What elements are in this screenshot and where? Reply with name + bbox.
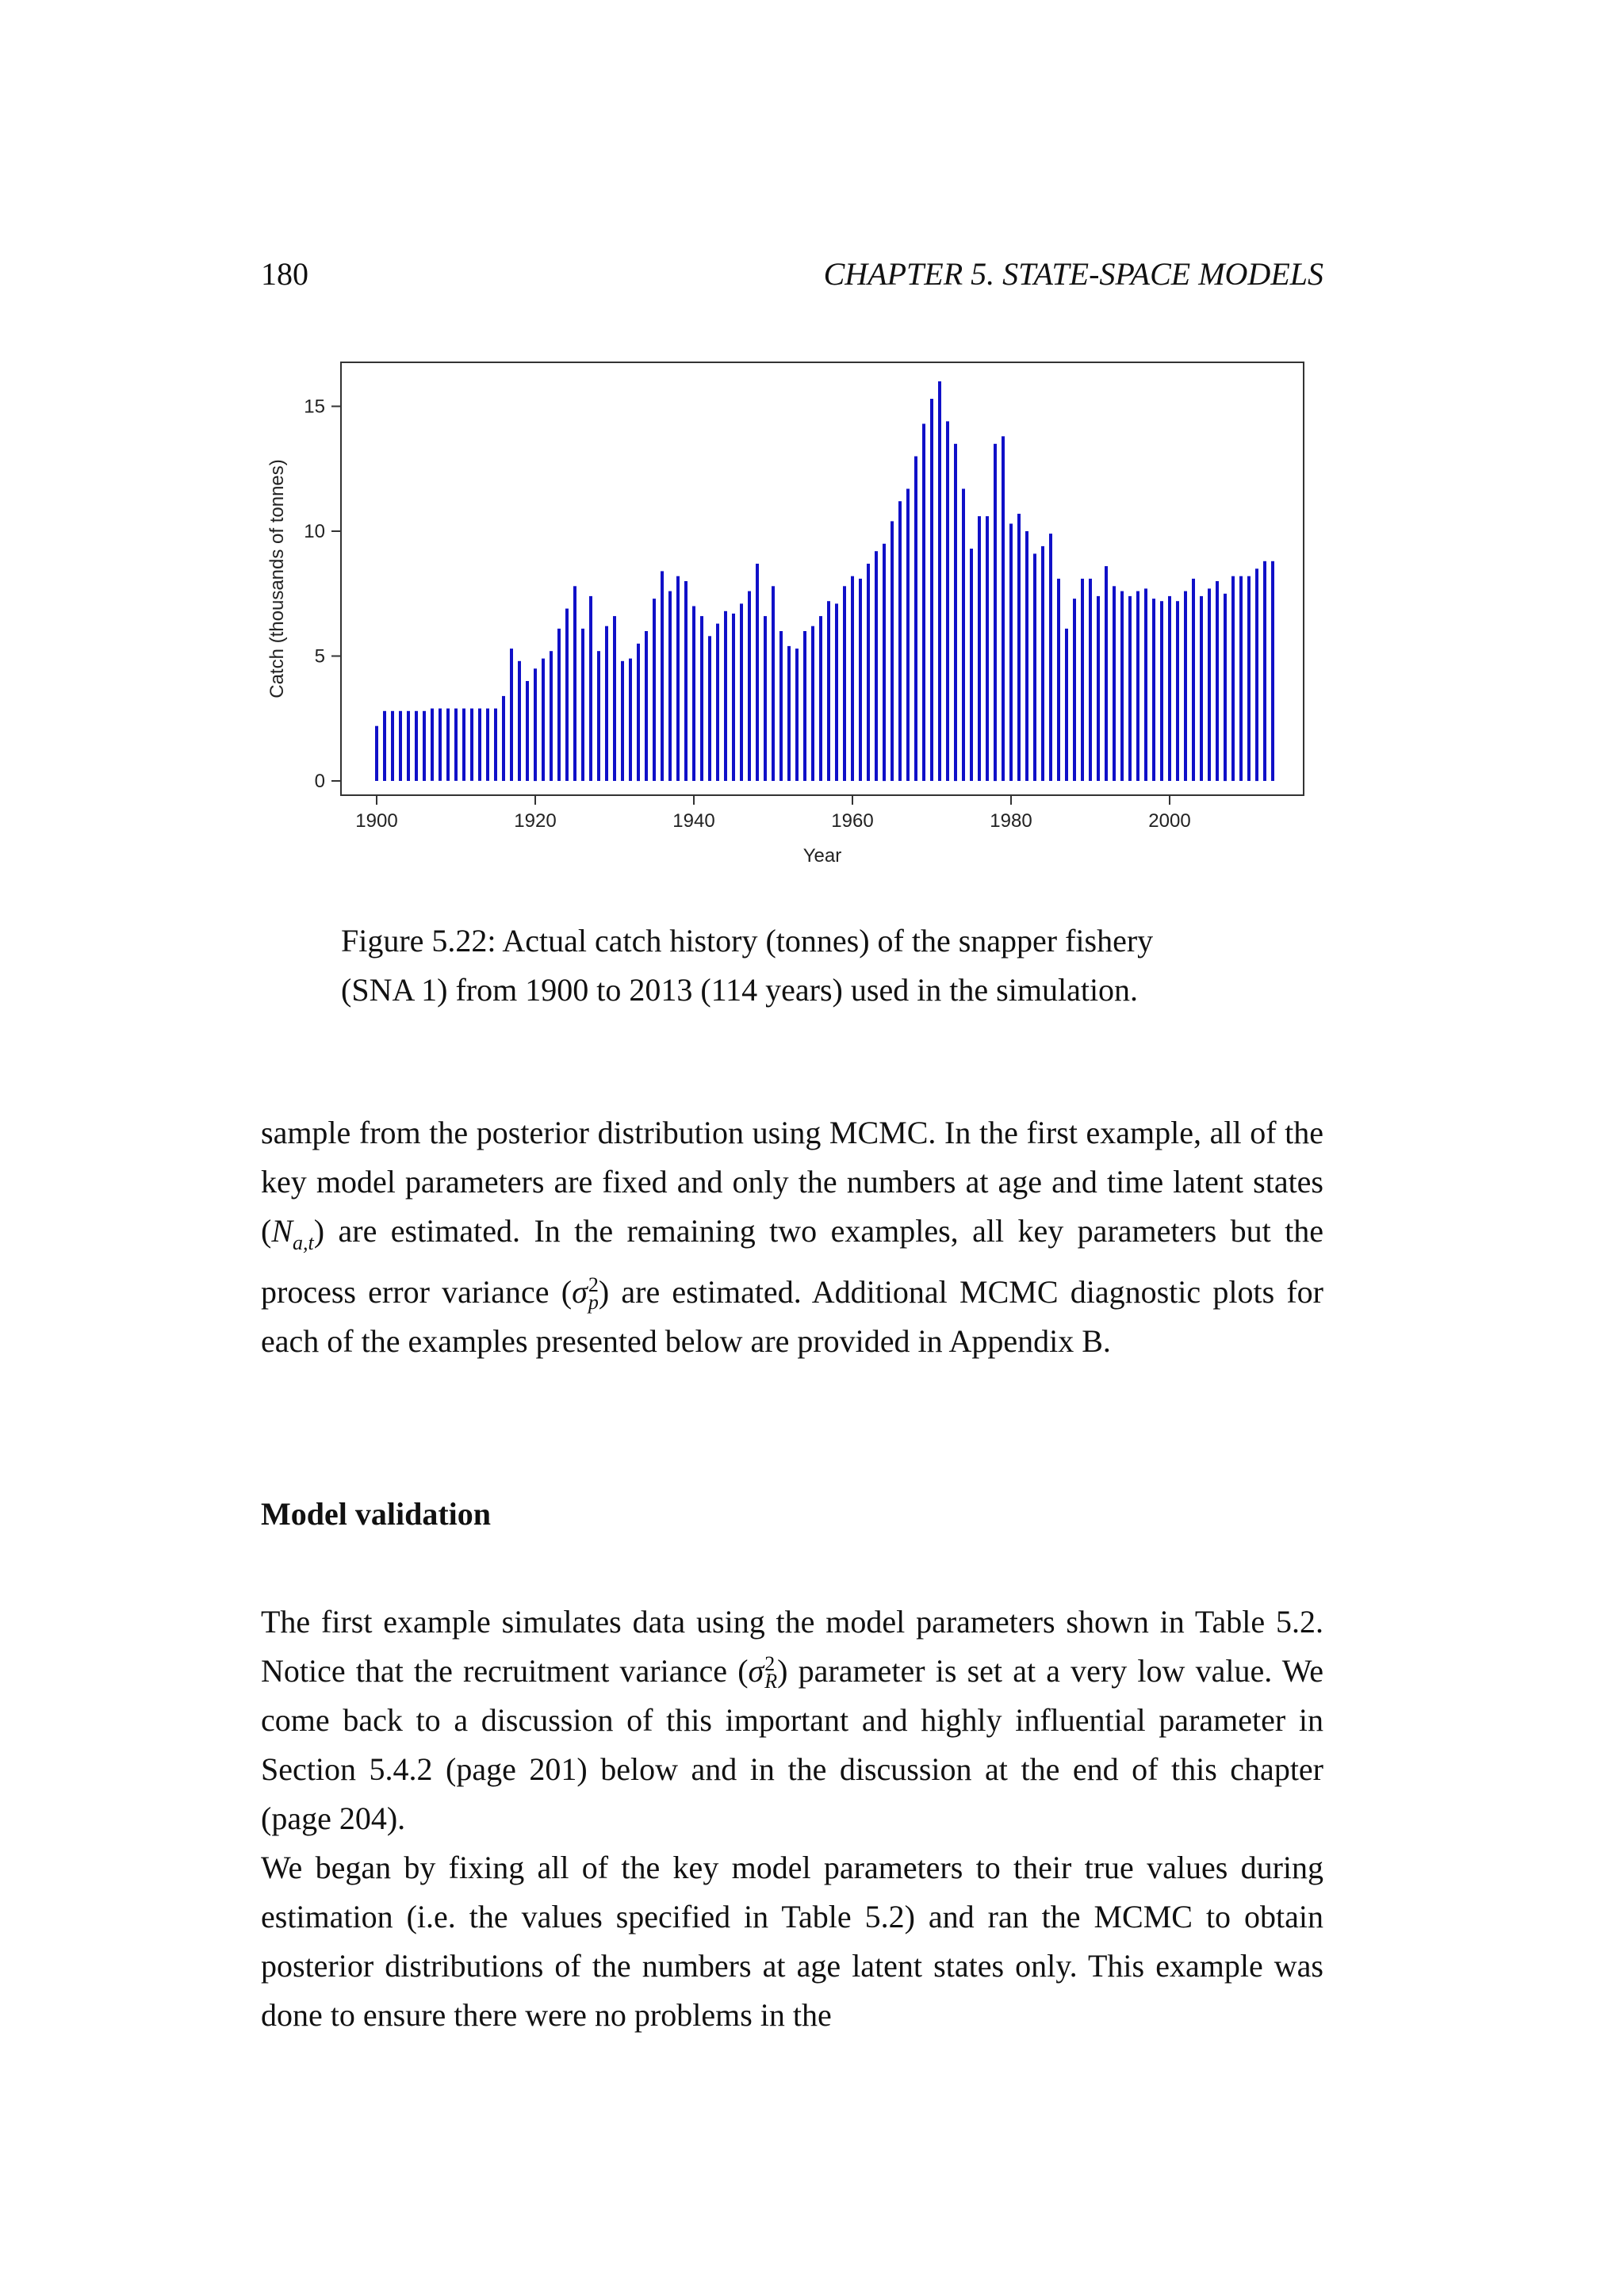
y-tick-label-10: 10 — [304, 521, 325, 542]
bar-1909 — [446, 709, 450, 781]
y-tick-label-5: 5 — [314, 645, 325, 668]
bar-1985 — [1049, 534, 1052, 781]
bar-1923 — [557, 629, 561, 781]
bar-1921 — [542, 659, 545, 781]
paragraph-posterior-sampling — [261, 1108, 1323, 1366]
bar-1955 — [811, 626, 814, 781]
bar-1973 — [954, 444, 957, 781]
bar-1913 — [478, 709, 481, 781]
bar-1951 — [779, 631, 783, 781]
bar-1990 — [1089, 579, 1092, 781]
bar-1945 — [732, 614, 735, 781]
bar-1974 — [962, 489, 965, 782]
bar-1925 — [573, 586, 576, 781]
bar-1919 — [526, 681, 529, 781]
catch-history-chart — [238, 349, 1332, 888]
bar-1983 — [1033, 553, 1036, 781]
bar-1924 — [565, 609, 569, 781]
bar-1918 — [518, 661, 521, 781]
x-tick-label-1980: 1980 — [990, 810, 1032, 832]
bar-2013 — [1271, 561, 1274, 781]
bar-1928 — [597, 651, 600, 781]
bar-1965 — [891, 521, 894, 781]
caption-line-2: (SNA 1) from 1900 to 2013 (114 years) used in the simulation. — [341, 972, 1139, 1008]
bar-1902 — [391, 711, 394, 781]
bar-1911 — [462, 709, 465, 781]
bar-1934 — [645, 631, 648, 781]
bar-1976 — [978, 516, 981, 781]
bar-1926 — [581, 629, 584, 781]
bar-1937 — [668, 591, 672, 781]
sigma-r-symbol: σ — [748, 1653, 764, 1689]
bar-1968 — [914, 457, 917, 782]
bar-1933 — [637, 644, 640, 781]
bar-1912 — [470, 709, 473, 781]
bar-1960 — [851, 576, 854, 781]
bar-1987 — [1065, 629, 1068, 781]
bar-1966 — [898, 501, 902, 781]
section-heading: Model validation — [261, 1496, 492, 1532]
bar-1946 — [740, 603, 743, 781]
bar-2006 — [1216, 581, 1219, 781]
bar-2009 — [1239, 576, 1243, 781]
bar-1935 — [653, 599, 656, 781]
bar-1980 — [1009, 524, 1013, 782]
bar-1979 — [1002, 436, 1005, 781]
bar-1972 — [946, 421, 949, 781]
bar-1922 — [550, 651, 553, 781]
bar-1939 — [684, 581, 688, 781]
x-tick-label-1900: 1900 — [355, 810, 398, 832]
bar-1900 — [375, 726, 378, 781]
bar-2011 — [1255, 568, 1258, 781]
bar-1908 — [439, 709, 442, 781]
bar-1961 — [859, 579, 862, 781]
bar-1901 — [383, 711, 386, 781]
bar-1903 — [399, 711, 402, 781]
bar-1929 — [605, 626, 608, 781]
sigma-p-scripts — [588, 1273, 599, 1314]
bar-1978 — [994, 444, 997, 781]
bar-2000 — [1168, 596, 1171, 781]
bar-2007 — [1224, 594, 1227, 781]
n-at-subscript: a,t — [293, 1231, 314, 1254]
bar-1949 — [764, 616, 767, 781]
bar-1962 — [867, 564, 870, 781]
paragraph2-text-a: The first example simulates data using the model parameters shown in Table 5.2. Notice that the recruitment variance ( — [261, 1604, 1323, 1689]
bar-1999 — [1160, 601, 1163, 781]
sigma-r-superscript: 2 — [764, 1652, 776, 1675]
sigma-p-subscript: p — [588, 1291, 599, 1314]
bar-1969 — [922, 424, 925, 782]
bar-1959 — [843, 586, 846, 781]
bar-1958 — [835, 603, 838, 781]
bar-1984 — [1041, 546, 1044, 781]
bar-1989 — [1081, 579, 1084, 781]
n-at-symbol: N — [271, 1213, 293, 1249]
bar-1970 — [930, 399, 933, 781]
bar-1992 — [1105, 566, 1108, 781]
page-header — [261, 255, 1323, 303]
bar-series — [375, 381, 1274, 781]
bar-1931 — [621, 661, 624, 781]
bar-2005 — [1208, 588, 1211, 781]
bar-1914 — [486, 709, 489, 781]
sigma-r-scripts — [764, 1652, 778, 1693]
bar-1916 — [502, 696, 505, 781]
x-axis-label: Year — [802, 845, 842, 867]
caption-line-1: Figure 5.22: Actual catch history (tonnes) of the snapper fishery — [341, 923, 1154, 959]
bar-1997 — [1144, 588, 1147, 781]
bar-1967 — [906, 489, 910, 782]
bar-1964 — [883, 544, 886, 781]
sigma-p-superscript: 2 — [588, 1273, 599, 1296]
paragraph-model-validation — [261, 1598, 1323, 1843]
bar-1996 — [1136, 591, 1139, 781]
bar-1994 — [1120, 591, 1124, 781]
bar-1904 — [407, 711, 410, 781]
bar-2010 — [1247, 576, 1251, 781]
bar-2003 — [1192, 579, 1195, 781]
figure-caption — [341, 916, 1293, 1015]
paragraph1-text-c: ) are estimated. Additional MCMC diagnostic plots for each of the examples presented below are provided in Appendix B. — [261, 1274, 1323, 1359]
bar-1936 — [661, 571, 664, 781]
bar-1948 — [756, 564, 759, 781]
bar-1971 — [938, 381, 941, 781]
bar-1993 — [1113, 586, 1116, 781]
page-number: 180 — [261, 256, 308, 292]
bar-1991 — [1097, 596, 1100, 781]
bar-1944 — [724, 611, 727, 781]
bar-1998 — [1152, 599, 1155, 781]
bar-1940 — [692, 607, 695, 782]
sigma-r-subscript: R — [764, 1670, 778, 1693]
paragraph-fixed-parameters: We began by fixing all of the key model parameters to their true values during estimation (i.e. the values specified in Table 5.2) and ran the MCMC to obtain posterior distributions of the numbers at age latent states only. This example was done to ensure there were no problems in the — [261, 1850, 1323, 2033]
bar-1986 — [1057, 579, 1060, 781]
x-tick-label-1960: 1960 — [831, 810, 874, 832]
paragraph1-text-b: ) are estimated. In the remaining two examples, all key parameters but the process error variance ( — [261, 1213, 1323, 1310]
bar-2001 — [1176, 601, 1179, 781]
bar-1910 — [454, 709, 458, 781]
x-axis — [355, 795, 1190, 832]
bar-1956 — [819, 616, 822, 781]
bar-1982 — [1025, 531, 1028, 781]
x-tick-label-2000: 2000 — [1148, 810, 1191, 832]
x-tick-label-1920: 1920 — [514, 810, 557, 832]
paragraph1-text-a: sample from the posterior distribution using MCMC. In the first example, all of the key model parameters are fixed and only the numbers at age and time latent states ( — [261, 1115, 1323, 1249]
y-tick-label-15: 15 — [304, 396, 325, 418]
y-axis-label: Catch (thousands of tonnes) — [266, 459, 288, 698]
y-tick-label-0: 0 — [314, 771, 325, 792]
paragraph2-text-b: ) parameter is set at a very low value. We come back to a discussion of this important and highly influential parameter in Section 5.4.2 (page 201) below and in the discussion at the end of this chapter (page 204). — [261, 1653, 1324, 1836]
bar-1988 — [1073, 599, 1076, 781]
bar-1963 — [875, 551, 878, 781]
bar-1938 — [676, 576, 680, 781]
bar-2012 — [1263, 561, 1266, 781]
bar-1977 — [986, 516, 989, 781]
bar-1905 — [415, 711, 418, 781]
bar-1927 — [589, 596, 592, 781]
bar-1941 — [700, 616, 703, 781]
catch-history-figure — [238, 349, 1332, 888]
bar-1981 — [1017, 514, 1021, 781]
bar-1930 — [613, 616, 616, 781]
bar-1954 — [803, 631, 806, 781]
bar-1920 — [534, 668, 537, 781]
bar-1953 — [795, 649, 799, 781]
bar-1975 — [970, 549, 973, 781]
bar-1942 — [708, 636, 711, 781]
bar-1906 — [423, 711, 426, 781]
y-axis — [304, 396, 341, 793]
bar-1907 — [431, 709, 434, 781]
bar-2002 — [1184, 591, 1187, 781]
bar-1932 — [629, 659, 632, 781]
bar-1917 — [510, 649, 513, 781]
bar-2004 — [1200, 596, 1203, 781]
bar-1995 — [1128, 596, 1132, 781]
bar-1915 — [494, 709, 497, 781]
bar-1947 — [748, 591, 751, 781]
bar-1950 — [772, 586, 775, 781]
bar-1957 — [827, 601, 830, 781]
running-title: CHAPTER 5. STATE-SPACE MODELS — [823, 256, 1323, 292]
sigma-p-symbol: σ — [572, 1274, 588, 1310]
x-tick-label-1940: 1940 — [672, 810, 715, 832]
bar-1952 — [787, 646, 791, 781]
bar-2008 — [1231, 576, 1235, 781]
bar-1943 — [716, 624, 719, 781]
